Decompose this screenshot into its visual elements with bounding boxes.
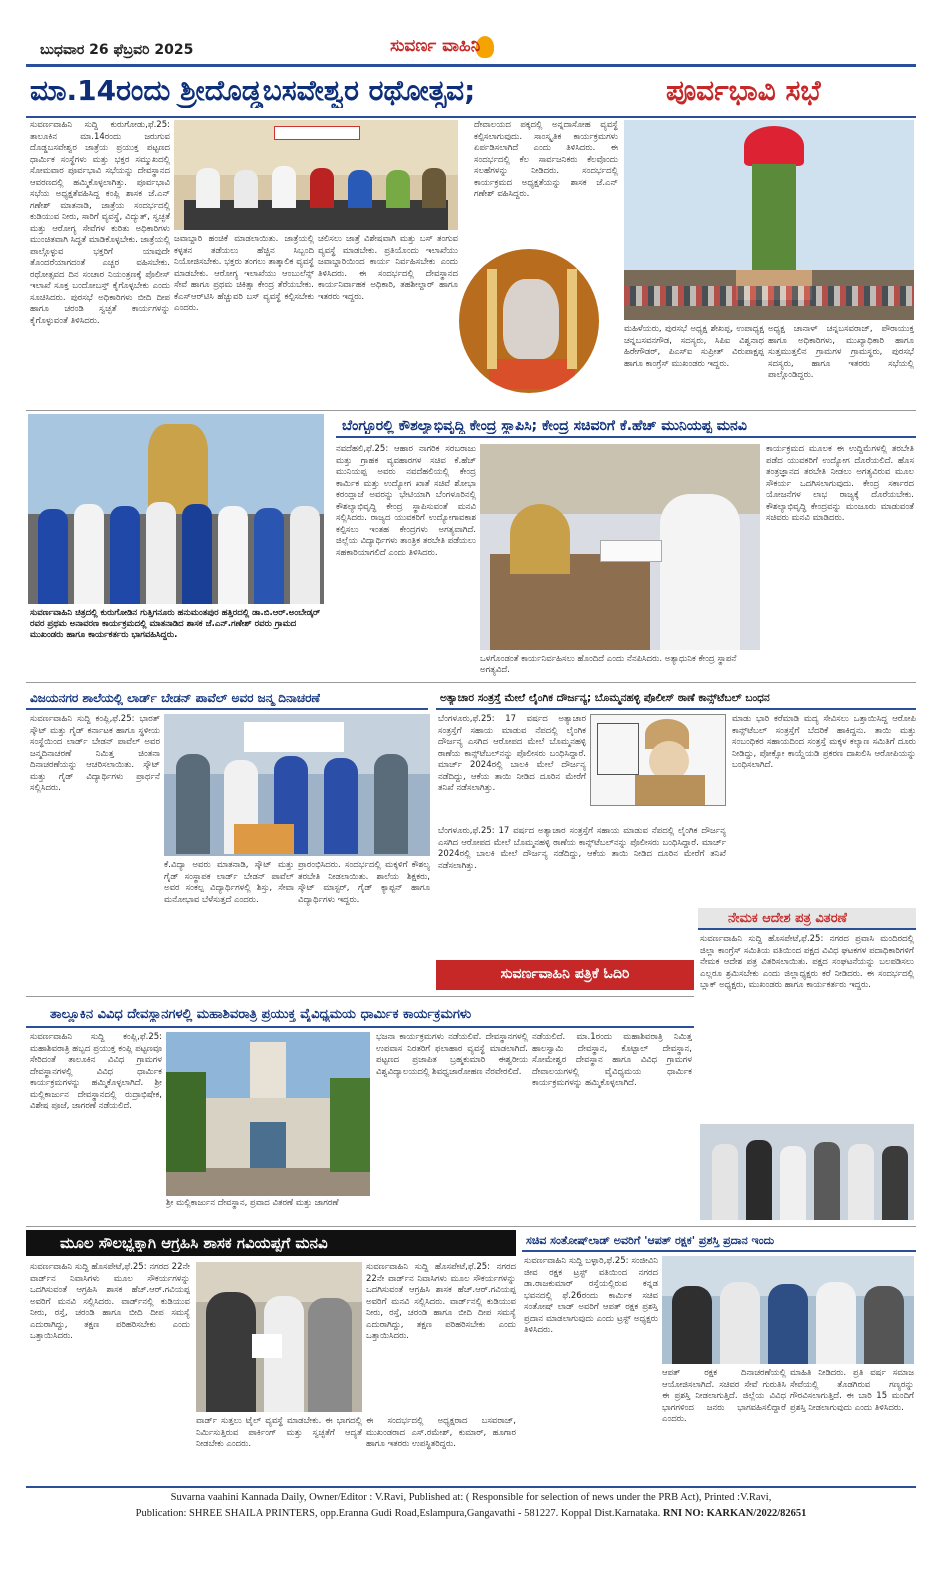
assault-col1-continued: ಬೆಂಗಳೂರು,ಫೆ.25: 17 ವರ್ಷದ ಅತ್ಯಾಚಾರ ಸಂತ್ರಸ್ತೆಗೆ ಸಹಾಯ ಮಾಡುವ ನೆಪದಲ್ಲಿ ಲೈಂಗಿಕ ದೌರ್ಜನ್ಯ ಎಸಗಿದ ಆರೋಪದ ಮೇಲೆ ಬೊಮ್ಮನಹಳ್ಳಿ ಠಾಣೆಯ ಕಾನ್ಸ್‌ಟೆಬಲ್‌ನನ್ನು ಪೊಲೀಸರು ಬಂಧಿಸಿದ್ದಾರೆ. ಮಾರ್ಚ್ 2024ರಲ್ಲಿ ಬಾಲಕಿ ಮೇಲೆ ದೌರ್ಜನ್ಯ ನಡೆದಿದ್ದು, ಆಕೆಯ ತಾಯಿ ನೀಡಿದ ದೂರಿನ ಮೇರೆಗೆ ತನಿಖೆ ನಡೆಸಲಾಗಿತ್ತು. <box>438 826 726 871</box>
scouts-col2: ಕೆ.ವಿದ್ಯಾ ಅವರು ಮಾತನಾಡಿ, ಸ್ಕೌಟ್ ಮತ್ತು ಗೈಡ್ ಸಂಸ್ಥಾಪಕ ಲಾರ್ಡ್ ಬೇಡನ್ ಪಾವೆಲ್ ಅವರ ಸಂಕಲ್ಪ ವಿದ್ಯಾರ್ಥಿಗಳಲ್ಲಿ ಶಿಸ್ತು, ಸೇವಾ ಮನೋಭಾವ ಬೆಳೆಸುತ್ತದೆ ಎಂದರು. <box>164 860 294 905</box>
section-divider-1 <box>26 410 916 411</box>
scouts-col3: ಪ್ರಾರಂಭಿಸಿದರು. ಸಂದರ್ಭದಲ್ಲಿ ಮಕ್ಕಳಿಗೆ ಕೌಶಲ್ಯ ತರಬೇತಿ ನೀಡಲಾಯಿತು. ಶಾಲೆಯ ಶಿಕ್ಷಕರು, ಸ್ಕೌಟ್ ಮಾಸ್ಟರ್, ಗೈಡ್ ಕ್ಯಾಪ್ಟನ್ ಹಾಗೂ ವಿದ್ಯಾರ್ಥಿಗಳು ಇದ್ದರು. <box>298 860 430 905</box>
facilities-headline-box <box>26 1230 516 1256</box>
skill-photo-caption: ಒಳಗೊಂಡಂತೆ ಕಾರ್ಯನಿರ್ವಹಿಸಲು ಹೊಂದಿದೆ ಎಂದು ನೆನಪಿಸಿದರು. ಅತ್ಯಾಧುನಿಕ ಕೇಂದ್ರ ಸ್ಥಾಪನೆ ಅಗತ್ಯವಿದೆ. <box>480 654 737 675</box>
lead-headline-main: ಮಾ.14ರಂದು ಶ್ರೀದೊಡ್ಡಬಸವೇಶ್ವರ ರಥೋತ್ಸವ; <box>30 74 476 107</box>
footer-rni: RNI NO: KARKAN/2022/82651 <box>662 1508 807 1519</box>
lead-col3: ಚಲಿಸಲು ಜಾತ್ರೆ ವಿಶೇಷವಾಗಿ ಮತ್ತು ಬಸ್ ತಂಗುವ ವ್ಯವಸ್ಥೆ ಮಾಡಬೇಕು. ಪ್ರತಿಯೊಂದು ಇಲಾಖೆಯು ಜವಾಬ್ದಾರಿಯಿಂದ ಕಾರ್ಯ ನಿರ್ವಹಿಸಬೇಕು ಎಂದು ತಿಳಿಸಿದರು. ಈ ಸಂದರ್ಭದಲ್ಲಿ ದೇವಸ್ಥಾನದ ಕಾರ್ಯನಿರ್ವಾಹಕ ಅಧಿಕಾರಿ, ತಹಶೀಲ್ದಾರ್ ಹಾಗೂ ಇತರರು ಇದ್ದರು. <box>318 234 458 302</box>
lead-headline-sub: ಪೂರ್ವಭಾವಿ ಸಭೆ <box>666 74 821 107</box>
temple-photo <box>166 1032 370 1196</box>
award-photo <box>662 1256 914 1364</box>
skill-headline: ಬೆಂಗ್ಳೂರಲ್ಲಿ ಕೌಶಲ್ಯಾಭಿವೃದ್ಧಿ ಕೇಂದ್ರ ಸ್ಥಾಪಿಸಿ; ಕೇಂದ್ರ ಸಚಿವರಿಗೆ ಕೆ.ಹೆಚ್ ಮುನಿಯಪ್ಪ ಮನವಿ <box>342 418 747 434</box>
lead-col1: ಸುವರ್ಣವಾಹಿನಿ ಸುದ್ದಿ ಕುರುಗೋಡು,ಫೆ.25: ತಾಲೂಕಿನ ಮಾ.14ರಂದು ಜರುಗುವ ದೊಡ್ಡಬಸವೇಶ್ವರ ಜಾತ್ರೆಯ ಪ್ರಯುಕ್ತ ಪಟ್ಟಣದ ಧಾರ್ಮಿಕ ಸಂಸ್ಥೆಗಳು ಮತ್ತು ಭಕ್ತರ ಸಮ್ಮುಖದಲ್ಲಿ ಸೋಮವಾರ ಪೂರ್ವಭಾವಿ ಸಭೆಯನ್ನು ದೇವಸ್ಥಾನದ ಆವರಣದಲ್ಲಿ ಹಮ್ಮಿಕೊಳ್ಳಲಾಗಿತ್ತು. ಪೂರ್ವಭಾವಿ ಸಭೆಯ ಅಧ್ಯಕ್ಷತೆವಹಿಸಿದ್ದ ಕಂಪ್ಲಿ ಶಾಸಕ ಜೆ.ಎನ್ ಗಣೇಶ್ ಮಾತನಾಡಿ, ಜಾತ್ರೆಯ ಸಂದರ್ಭದಲ್ಲಿ ಕುಡಿಯುವ ನೀರು, ಸಾರಿಗೆ ವ್ಯವಸ್ಥೆ, ವಿದ್ಯುತ್, ಸ್ವಚ್ಛತೆ ಮತ್ತು ಆರೋಗ್ಯ ಸೇವೆಗಳ ಕುರಿತು ಅಧಿಕಾರಿಗಳು ಮುಂಚಿತವಾಗಿ ಸಿದ್ಧತೆ ಮಾಡಿಕೊಳ್ಳಬೇಕು. ಜಾತ್ರೆಯಲ್ಲಿ ಪಾಲ್ಗೊಳ್ಳುವ ಭಕ್ತರಿಗೆ ಯಾವುದೇ ತೊಂದರೆಯಾಗದಂತೆ ಎಚ್ಚರ ವಹಿಸಬೇಕು. ರಥೋತ್ಸವದ ದಿನ ಸಂಚಾರ ನಿಯಂತ್ರಣಕ್ಕೆ ಪೊಲೀಸ್ ಇಲಾಖೆ ಸೂಕ್ತ ಬಂದೋಬಸ್ತ್ ಕೈಗೊಳ್ಳಬೇಕು ಎಂದು ಸೂಚಿಸಿದರು. ಪುರಸಭೆ ಅಧಿಕಾರಿಗಳು ಬೀದಿ ದೀಪ ಹಾಗೂ ಚರಂಡಿ ಸ್ವಚ್ಛತೆ ಕಾರ್ಯಗಳನ್ನು ಕೈಗೊಳ್ಳುವಂತೆ ತಿಳಿಸಿದರು. <box>30 120 170 326</box>
brand-name: ಸುವರ್ಣ ವಾಹಿನಿ <box>390 36 481 56</box>
scouts-event-photo <box>164 714 430 856</box>
section-divider-2 <box>26 682 916 683</box>
award-col3: ಮಾಹಿತಿ ನೀಡಿದರು. ಪ್ರತಿ ವರ್ಷ ಸಮಾಜ ಸೇವೆಯಲ್ಲಿ ತೊಡಗಿರುವ ಗಣ್ಯರನ್ನು ಗೌರವಿಸಲಾಗುತ್ತಿದೆ. ಈ ಬಾರಿ 15 ಮಂದಿಗೆ ಪ್ರಶಸ್ತಿ ನೀಡಲಾಗುವುದು ಎಂದು ತಿಳಿಸಿದರು. <box>790 1368 914 1413</box>
brand-logo <box>390 34 580 64</box>
award-col2: ಆಪತ್ ರಕ್ಷಕ ದಿನಾಚರಣೆಯಲ್ಲಿ ಆಯೋಜಿಸಲಾಗಿದೆ. ಸಚಿವರ ಸೇವೆ ಗುರುತಿಸಿ ಈ ಪ್ರಶಸ್ತಿ ನೀಡಲಾಗುತ್ತಿದೆ. ಜಿಲ್ಲೆಯ ವಿವಿಧ ಭಾಗಗಳಿಂದ ಜನರು ಭಾಗವಹಿಸಲಿದ್ದಾರೆ ಎಂದರು. <box>662 1368 786 1424</box>
scouts-headline: ವಿಜಯನಗರ ಶಾಲೆಯಲ್ಲಿ ಲಾರ್ಡ್ ಬೇಡನ್ ಪಾವೆಲ್ ಅವರ ಜನ್ಮ ದಿನಾಚರಣೆ <box>30 691 321 705</box>
scouts-col1: ಸುವರ್ಣವಾಹಿನಿ ಸುದ್ದಿ ಕಂಪ್ಲಿ,ಫೆ.25: ಭಾರತ್ ಸ್ಕೌಟ್ ಮತ್ತು ಗೈಡ್ ಕರ್ನಾಟಕ ಹಾಗೂ ಸ್ಥಳೀಯ ಸಂಸ್ಥೆಯಿಂದ ಲಾರ್ಡ್ ಬೇಡನ್ ಪಾವೆಲ್ ಅವರ ಜನ್ಮದಿನಾಚರಣೆ ನಿಮಿತ್ತ ಚಿಂತನಾ ದಿನಾಚರಣೆಯನ್ನು ಆಚರಿಸಲಾಯಿತು. ಸ್ಕೌಟ್ ಮತ್ತು ಗೈಡ್ ವಿದ್ಯಾರ್ಥಿಗಳು ಪ್ರಾರ್ಥನೆ ಸಲ್ಲಿಸಿದರು. <box>30 714 160 793</box>
deity-photo <box>456 246 602 396</box>
shivaratri-col2: ಭಜನಾ ಕಾರ್ಯಕ್ರಮಗಳು ನಡೆಯಲಿವೆ. ದೇವಸ್ಥಾನಗಳಲ್ಲಿ ಉಪವಾಸ ನಿರತರಿಗೆ ಫಲಾಹಾರ ವ್ಯವಸ್ಥೆ ಮಾಡಲಾಗಿದೆ. ಪಟ್ಟಣದ ಪ್ರಜಾಪಿತ ಬ್ರಹ್ಮಕುಮಾರಿ ಈಶ್ವರೀಯ ವಿಶ್ವವಿದ್ಯಾಲಯದಲ್ಲಿ ಶಿವಧ್ವಜಾರೋಹಣ ನೆರವೇರಲಿದೆ. <box>376 1032 528 1077</box>
skill-headline-box <box>336 416 916 438</box>
section-divider-3 <box>26 996 694 997</box>
assault-col1b <box>438 826 726 932</box>
award-headline: ಸಚಿವ ಸಂತೋಷ್‌ಲಾಡ್ ಅವರಿಗೆ 'ಆಪತ್ ರಕ್ಷಕ' ಪ್ರಶಸ್ತಿ ಪ್ರದಾನ ಇಂದು <box>526 1234 775 1247</box>
lead-rule <box>26 116 916 118</box>
lead-col2: ಜವಾಬ್ದಾರಿ ಹಂಚಿಕೆ ಮಾಡಲಾಯಿತು. ಜಾತ್ರೆಯಲ್ಲಿ ಕಳ್ಳತನ ತಡೆಯಲು ಹೆಚ್ಚಿನ ಸಿಬ್ಬಂದಿ ನಿಯೋಜಿಸಬೇಕು. ಭಕ್ತರು ತಂಗಲು ತಾತ್ಕಾಲಿಕ ವ್ಯವಸ್ಥೆ ಮಾಡಬೇಕು. ಆರೋಗ್ಯ ಇಲಾಖೆಯು ಆಂಬುಲೆನ್ಸ್ ಸೇವೆ ಹಾಗೂ ಪ್ರಥಮ ಚಿಕಿತ್ಸಾ ಕೇಂದ್ರ ತೆರೆಯಬೇಕು. ಕೆಎಸ್‌ಆರ್‌ಟಿಸಿ ಹೆಚ್ಚುವರಿ ಬಸ್ ವ್ಯವಸ್ಥೆ ಕಲ್ಪಿಸಬೇಕು ಎಂದರು. <box>174 234 314 313</box>
facilities-headline: ಮೂಲ ಸೌಲಭ್ಯಕ್ಕಾಗಿ ಆಗ್ರಹಿಸಿ ಶಾಸಕ ಗವಿಯಪ್ಪಗೆ ಮನವಿ <box>60 1234 328 1252</box>
appointment-photo <box>700 1124 914 1220</box>
ambedkar-event-photo <box>28 414 324 604</box>
skill-meeting-photo <box>480 444 760 650</box>
scouts-headline-box <box>26 688 428 710</box>
assault-col1: ಬೆಂಗಳೂರು,ಫೆ.25: 17 ವರ್ಷದ ಅತ್ಯಾಚಾರ ಸಂತ್ರಸ್ತೆಗೆ ಸಹಾಯ ಮಾಡುವ ನೆಪದಲ್ಲಿ ಲೈಂಗಿಕ ದೌರ್ಜನ್ಯ ಎಸಗಿದ ಆರೋಪದ ಮೇಲೆ ಬೊಮ್ಮನಹಳ್ಳಿ ಠಾಣೆಯ ಕಾನ್ಸ್‌ಟೆಬಲ್‌ನನ್ನು ಪೊಲೀಸರು ಬಂಧಿಸಿದ್ದಾರೆ. ಮಾರ್ಚ್ 2024ರಲ್ಲಿ ಬಾಲಕಿ ಮೇಲೆ ದೌರ್ಜನ್ಯ ನಡೆದಿದ್ದು, ಆಕೆಯ ತಾಯಿ ನೀಡಿದ ದೂರಿನ ಮೇರೆಗೆ ತನಿಖೆ ನಡೆಸಲಾಗಿತ್ತು. <box>438 714 586 793</box>
skill-col1: ನವದೆಹಲಿ,ಫೆ.25: ಆಹಾರ ನಾಗರಿಕ ಸರಬರಾಜು ಮತ್ತು ಗ್ರಾಹಕ ವ್ಯವಹಾರಗಳ ಸಚಿವ ಕೆ.ಹೆಚ್ ಮುನಿಯಪ್ಪ ಅವರು ನವದೆಹಲಿಯಲ್ಲಿ ಕೇಂದ್ರ ಕಾರ್ಮಿಕ ಮತ್ತು ಉದ್ಯೋಗ ಖಾತೆ ಸಚಿವೆ ಶೋಭಾ ಕರಂದ್ಲಾಜೆ ಅವರನ್ನು ಭೇಟಿಯಾಗಿ ಬೆಂಗಳೂರಿನಲ್ಲಿ ಕೌಶಲ್ಯಾಭಿವೃದ್ಧಿ ಕೇಂದ್ರ ಸ್ಥಾಪಿಸುವಂತೆ ಮನವಿ ಸಲ್ಲಿಸಿದರು. ರಾಜ್ಯದ ಯುವಕರಿಗೆ ಉದ್ಯೋಗಾವಕಾಶ ಕಲ್ಪಿಸಲು ಇಂತಹ ಕೇಂದ್ರಗಳು ಅಗತ್ಯವಾಗಿದೆ. ಜಿಲ್ಲೆಯ ವಿದ್ಯಾರ್ಥಿಗಳು ತಾಂತ್ರಿಕ ತರಬೇತಿ ಪಡೆಯಲು ಸಹಕಾರಿಯಾಗಲಿದೆ ಎಂದು ತಿಳಿಸಿದರು. <box>336 444 476 558</box>
facilities-col1: ಸುವರ್ಣವಾಹಿನಿ ಸುದ್ದಿ ಹೊಸಪೇಟೆ,ಫೆ.25: ನಗರದ 22ನೇ ವಾರ್ಡ್‌ನ ನಿವಾಸಿಗಳು ಮೂಲ ಸೌಕರ್ಯಗಳನ್ನು ಒದಗಿಸುವಂತೆ ಆಗ್ರಹಿಸಿ ಶಾಸಕ ಹೆಚ್.ಆರ್.ಗವಿಯಪ್ಪ ಅವರಿಗೆ ಮನವಿ ಸಲ್ಲಿಸಿದರು. ವಾರ್ಡ್‌ನಲ್ಲಿ ಕುಡಿಯುವ ನೀರು, ರಸ್ತೆ, ಚರಂಡಿ ಹಾಗೂ ಬೀದಿ ದೀಪ ಸಮಸ್ಯೆ ಎದುರಾಗಿದ್ದು, ತಕ್ಷಣ ಪರಿಹರಿಸಬೇಕು ಎಂದು ಒತ್ತಾಯಿಸಿದರು. <box>30 1262 190 1341</box>
facilities-col3-top <box>366 1262 516 1412</box>
read-paper-label: ಸುವರ್ಣವಾಹಿನಿ ಪತ್ರಿಕೆ ಓದಿರಿ <box>500 966 630 982</box>
shivaratri-col1: ಸುವರ್ಣವಾಹಿನಿ ಸುದ್ದಿ ಕಂಪ್ಲಿ,ಫೆ.25: ಮಹಾಶಿವರಾತ್ರಿ ಹಬ್ಬದ ಪ್ರಯುಕ್ತ ಕಂಪ್ಲಿ ಪಟ್ಟಣವೂ ಸೇರಿದಂತೆ ತಾಲೂಕಿನ ವಿವಿಧ ಗ್ರಾಮಗಳ ದೇವಸ್ಥಾನಗಳಲ್ಲಿ ವಿವಿಧ ಧಾರ್ಮಿಕ ಕಾರ್ಯಕ್ರಮಗಳನ್ನು ಹಮ್ಮಿಕೊಳ್ಳಲಾಗಿದೆ. ಶ್ರೀ ಮಲ್ಲಿಕಾರ್ಜುನ ದೇವಸ್ಥಾನದಲ್ಲಿ ರುದ್ರಾಭಿಷೇಕ, ವಿಶೇಷ ಪೂಜೆ, ಜಾಗರಣೆ ನಡೆಯಲಿದೆ. <box>30 1032 162 1111</box>
appointment-headline-box <box>698 908 916 930</box>
chariot-photo <box>624 120 914 320</box>
lead-headline <box>26 70 916 116</box>
award-col1: ಸುವರ್ಣವಾಹಿನಿ ಸುದ್ದಿ ಬಳ್ಳಾರಿ,ಫೆ.25: ಸಂಜೀವಿನಿ ಜೀವ ರಕ್ಷಕ ಟ್ರಸ್ಟ್ ವತಿಯಿಂದ ನಗರದ ಡಾ.ರಾಜಕುಮಾರ್ ರಸ್ತೆಯಲ್ಲಿರುವ ಕನ್ನಡ ಭವನದಲ್ಲಿ ಫೆ.26ರಂದು ಕಾರ್ಮಿಕ ಸಚಿವ ಸಂತೋಷ್ ಲಾಡ್ ಅವರಿಗೆ ಆಪತ್ ರಕ್ಷಕ ಪ್ರಶಸ್ತಿ ಪ್ರದಾನ ಮಾಡಲಾಗುವುದು ಎಂದು ಟ್ರಸ್ಟ್ ಅಧ್ಯಕ್ಷರು ತಿಳಿಸಿದರು. <box>524 1256 658 1335</box>
temple-caption: ಶ್ರೀ ಮಲ್ಲಿಕಾರ್ಜುನ ದೇವಸ್ಥಾನ, ಪ್ರವಾದ ವಿತರಣೆ ಮತ್ತು ಜಾಗರಣೆ <box>166 1198 339 1208</box>
assault-col2: ಮಾಡು ಭಾರಿ ಕರೆಮಾಡಿ ಮದ್ಯ ಸೇವಿಸಲು ಒತ್ತಾಯಿಸಿದ್ದ ಆರೋಪಿ ಕಾನ್ಸ್‌ಟೆಬಲ್ ಸಂತ್ರಸ್ತೆಗೆ ಬೆದರಿಕೆ ಹಾಕಿದ್ದನು. ತಾಯಿ ಮತ್ತು ಸಂಬಂಧಿಕರ ಸಹಾಯದಿಂದ ಸಂತ್ರಸ್ತೆ ಮಕ್ಕಳ ಕಲ್ಯಾಣ ಸಮಿತಿಗೆ ದೂರು ನೀಡಿದ್ದು, ಪೋಕ್ಸೋ ಕಾಯ್ದೆಯಡಿ ಪ್ರಕರಣ ದಾಖಲಿಸಿ ಆರೋಪಿಯನ್ನು ಬಂಧಿಸಲಾಗಿದೆ. <box>732 714 916 770</box>
lead-col5: ಮಹಿಳೆಯರು, ಪುರಸಭೆ ಅಧ್ಯಕ್ಷ ಶೇಖಪ್ಪ, ಉಪಾಧ್ಯಕ್ಷ ಚನ್ನಬಸವನಗೌಡ, ಸದಸ್ಯರು, ಸಿಪಿಐ ವಿಶ್ವನಾಥ ಹಿರೇಗೌಡರ್, ಪಿಎಸ್ಐ ಸುಪ್ರೀತ್ ವಿರುಪಾಕ್ಷಪ್ಪ ಹಾಗೂ ಕಾಂಗ್ರೆಸ್ ಮುಖಂಡರು ಇದ್ದರು. <box>624 324 764 369</box>
assault-illustration <box>590 714 726 806</box>
ambedkar-caption: ಸುವರ್ಣವಾಹಿನಿ ಚಿತ್ರದಲ್ಲಿ ಕುರುಗೋಡಿನ ಗುತ್ತಿಗನೂರು ಹನುಮಂತಪುರ ಹತ್ತಿರದಲ್ಲಿ ಡಾ.ಬಿ.ಆರ್.ಅಂಬೇಡ್ಕರ್ ರವರ ಪ್ರಥಮ ಅನಾವರಣ ಕಾರ್ಯಕ್ರಮದಲ್ಲಿ ಮಾತನಾಡಿದ ಶಾಸಕ ಜೆ.ಎನ್.ಗಣೇಶ್ ರವರು ಗ್ರಾಮದ ಮುಖಂಡರು ಹಾಗೂ ಕಾರ್ಯಕರ್ತರು ಭಾಗವಹಿಸಿದ್ದರು. <box>30 608 321 640</box>
section-divider-4 <box>26 1226 916 1227</box>
facilities-col2: ವಾರ್ಡ್ ಸುತ್ತಲು ಟೈಲ್ ವ್ಯವಸ್ಥೆ ಮಾಡಬೇಕು. ಈ ಭಾಗದಲ್ಲಿ ನಿರ್ಮಿಸುತ್ತಿರುವ ಪಾರ್ಕಿಂಗ್ ಮತ್ತು ಸ್ವಚ್ಛತೆಗೆ ಆದ್ಯತೆ ನೀಡಬೇಕು ಎಂದರು. <box>196 1416 362 1449</box>
lead-col4: ದೇವಾಲಯದ ಪಕ್ಕದಲ್ಲಿ ಅನ್ನದಾಸೋಹ ವ್ಯವಸ್ಥೆ ಕಲ್ಪಿಸಲಾಗುವುದು. ಸಾಂಸ್ಕೃತಿಕ ಕಾರ್ಯಕ್ರಮಗಳು ಏರ್ಪಡಿಸಲಾಗಿದೆ ಎಂದು ತಿಳಿಸಿದರು. ಈ ಸಂದರ್ಭದಲ್ಲಿ ಕೆಲ ಸಾರ್ವಜನಿಕರು ಕೆಲವೊಂದು ಸಲಹೆಗಳನ್ನು ನೀಡಿದರು. ಸಂದರ್ಭದಲ್ಲಿ ಕಾರ್ಯಕ್ರಮದ ಅಧ್ಯಕ್ಷತೆಯನ್ನು ಶಾಸಕ ಜೆ.ಎನ್ ಗಣೇಶ್ ವಹಿಸಿದ್ದರು. <box>474 120 618 199</box>
shivaratri-headline-box <box>26 1002 694 1028</box>
assault-headline: ಅತ್ಯಾಚಾರ ಸಂತ್ರಸ್ತೆ ಮೇಲೆ ಲೈಂಗಿಕ ದೌರ್ಜನ್ಯ; ಬೊಮ್ಮನಹಳ್ಳಿ ಪೊಲೀಸ್ ಠಾಣೆ ಕಾನ್ಸ್‌ಟೆಬಲ್ ಬಂಧನ <box>440 692 770 704</box>
footer-rule <box>26 1486 916 1488</box>
assault-headline-box <box>436 688 916 710</box>
lead-col6: ಅಧ್ಯಕ್ಷ ಚಾನಾಳ್ ಚನ್ನಬಸವರಾಜ್, ಪೌರಾಯುಕ್ತ ಹಾಗೂ ಅಧಿಕಾರಿಗಳು, ಮುಖ್ಯಾಧಿಕಾರಿ ಹಾಗೂ ಸುತ್ತಮುತ್ತಲಿನ ಗ್ರಾಮಗಳ ಗ್ರಾಮಸ್ಥರು, ಪುರಸಭೆ ಸದಸ್ಯರು, ಹಾಗೂ ಇತರರು ಸಭೆಯಲ್ಲಿ ಪಾಲ್ಗೊಂಡಿದ್ದರು. <box>768 324 914 380</box>
appointment-body: ಸುವರ್ಣವಾಹಿನಿ ಸುದ್ದಿ ಹೊಸಪೇಟೆ,ಫೆ.25: ನಗರದ ಪ್ರವಾಸಿ ಮಂದಿರದಲ್ಲಿ ಜಿಲ್ಲಾ ಕಾಂಗ್ರೆಸ್ ಸಮಿತಿಯ ವತಿಯಿಂದ ಪಕ್ಷದ ವಿವಿಧ ಘಟಕಗಳ ಪದಾಧಿಕಾರಿಗಳಿಗೆ ನೇಮಕ ಆದೇಶ ಪತ್ರ ವಿತರಿಸಲಾಯಿತು. ಪಕ್ಷದ ಸಂಘಟನೆಯನ್ನು ಬಲಪಡಿಸಲು ಎಲ್ಲರೂ ಶ್ರಮಿಸಬೇಕು ಎಂದು ಜಿಲ್ಲಾಧ್ಯಕ್ಷರು ಕರೆ ನೀಡಿದರು. ಈ ಸಂದರ್ಭದಲ್ಲಿ ಬ್ಲಾಕ್ ಅಧ್ಯಕ್ಷರು, ಮುಖಂಡರು ಹಾಗೂ ಕಾರ್ಯಕರ್ತರು ಇದ್ದರು. <box>700 934 914 990</box>
meeting-photo <box>174 120 458 230</box>
facilities-col3: ಈ ಸಂದರ್ಭದಲ್ಲಿ ಅಧ್ಯಕ್ಷರಾದ ಬಸವರಾಜ್, ಮುಖಂಡರಾದ ಎಸ್.ರಮೇಶ್, ಕುಮಾರ್, ಹೂಗಾರ ಹಾಗೂ ಇತರರು ಉಪಸ್ಥಿತರಿದ್ದರು. <box>366 1416 516 1449</box>
read-paper-banner[interactable] <box>436 960 694 990</box>
footer-imprint-1: Suvarna vaahini Kannada Daily, Owner/Editor : V.Ravi, Published at: ( Responsible for selection of news under the PRB Act), Printed :V.Ravi, <box>170 1492 772 1503</box>
footer-imprint-2 <box>26 1508 916 1522</box>
shivaratri-col3: ನಡೆಯಲಿದೆ. ಮಾ.1ರಂದು ಮಹಾಶಿವರಾತ್ರಿ ನಿಮಿತ್ತ ಹಾಲಸ್ವಾಮಿ ದೇವಸ್ಥಾನ, ಕೊಟ್ಟಾಲ್ ದೇವಸ್ಥಾನ, ಸೋಮೇಶ್ವರ ದೇವಸ್ಥಾನ ಹಾಗೂ ವಿವಿಧ ಗ್ರಾಮಗಳ ದೇವಾಲಯಗಳಲ್ಲಿ ವೈವಿಧ್ಯಮಯ ಧಾರ್ಮಿಕ ಕಾರ್ಯಕ್ರಮಗಳನ್ನು ಹಮ್ಮಿಕೊಳ್ಳಲಾಗಿದೆ. <box>532 1032 692 1088</box>
skill-col2: ಕಾರ್ಯಕ್ರಮದ ಮೂಲಕ ಈ ಉದ್ದಿಮೆಗಳಲ್ಲಿ ತರಬೇತಿ ಪಡೆದ ಯುವಕರಿಗೆ ಉದ್ಯೋಗ ದೊರೆಯಲಿದೆ. ಹೊಸ ತಂತ್ರಜ್ಞಾನದ ತರಬೇತಿ ನೀಡಲು ಅಗತ್ಯವಿರುವ ಮೂಲ ಸೌಕರ್ಯ ಒದಗಿಸಲಾಗುವುದು. ಕೇಂದ್ರ ಸರ್ಕಾರದ ಯೋಜನೆಗಳ ಲಾಭ ರಾಜ್ಯಕ್ಕೆ ದೊರೆಯಬೇಕು. ಕೌಶಲ್ಯಾಭಿವೃದ್ಧಿ ಕೇಂದ್ರವನ್ನು ಮಂಜೂರು ಮಾಡುವಂತೆ ಸಚಿವರು ಮನವಿ ಮಾಡಿದರು. <box>766 444 914 523</box>
facilities-col1-continued: ಸುವರ್ಣವಾಹಿನಿ ಸುದ್ದಿ ಹೊಸಪೇಟೆ,ಫೆ.25: ನಗರದ 22ನೇ ವಾರ್ಡ್‌ನ ನಿವಾಸಿಗಳು ಮೂಲ ಸೌಕರ್ಯಗಳನ್ನು ಒದಗಿಸುವಂತೆ ಆಗ್ರಹಿಸಿ ಶಾಸಕ ಹೆಚ್.ಆರ್.ಗವಿಯಪ್ಪ ಅವರಿಗೆ ಮನವಿ ಸಲ್ಲಿಸಿದರು. ವಾರ್ಡ್‌ನಲ್ಲಿ ಕುಡಿಯುವ ನೀರು, ರಸ್ತೆ, ಚರಂಡಿ ಹಾಗೂ ಬೀದಿ ದೀಪ ಸಮಸ್ಯೆ ಎದುರಾಗಿದ್ದು, ತಕ್ಷಣ ಪರಿಹರಿಸಬೇಕು ಎಂದು ಒತ್ತಾಯಿಸಿದರು. <box>366 1262 516 1341</box>
masthead-date: ಬುಧವಾರ 26 ಫೆಬ್ರವರಿ 2025 <box>40 42 194 58</box>
appointment-headline: ನೇಮಕ ಆದೇಶ ಪತ್ರ ವಿತರಣೆ <box>728 911 848 926</box>
footer-publication: Publication: SHREE SHAILA PRINTERS, opp.Eranna Gudi Road,Eslampura,Gangavathi - 581227. Koppal Dist.Karnataka. <box>135 1508 661 1519</box>
award-headline-box <box>522 1230 916 1252</box>
facilities-photo <box>196 1262 362 1412</box>
masthead-rule <box>26 64 916 67</box>
shivaratri-headline: ತಾಲ್ಲೂಕಿನ ವಿವಿಧ ದೇವಸ್ಥಾನಗಳಲ್ಲಿ ಮಹಾಶಿವರಾತ್ರಿ ಪ್ರಯುಕ್ತ ವೈವಿಧ್ಯಮಯ ಧಾರ್ಮಿಕ ಕಾರ್ಯಕ್ರಮಗಳು <box>50 1007 472 1022</box>
